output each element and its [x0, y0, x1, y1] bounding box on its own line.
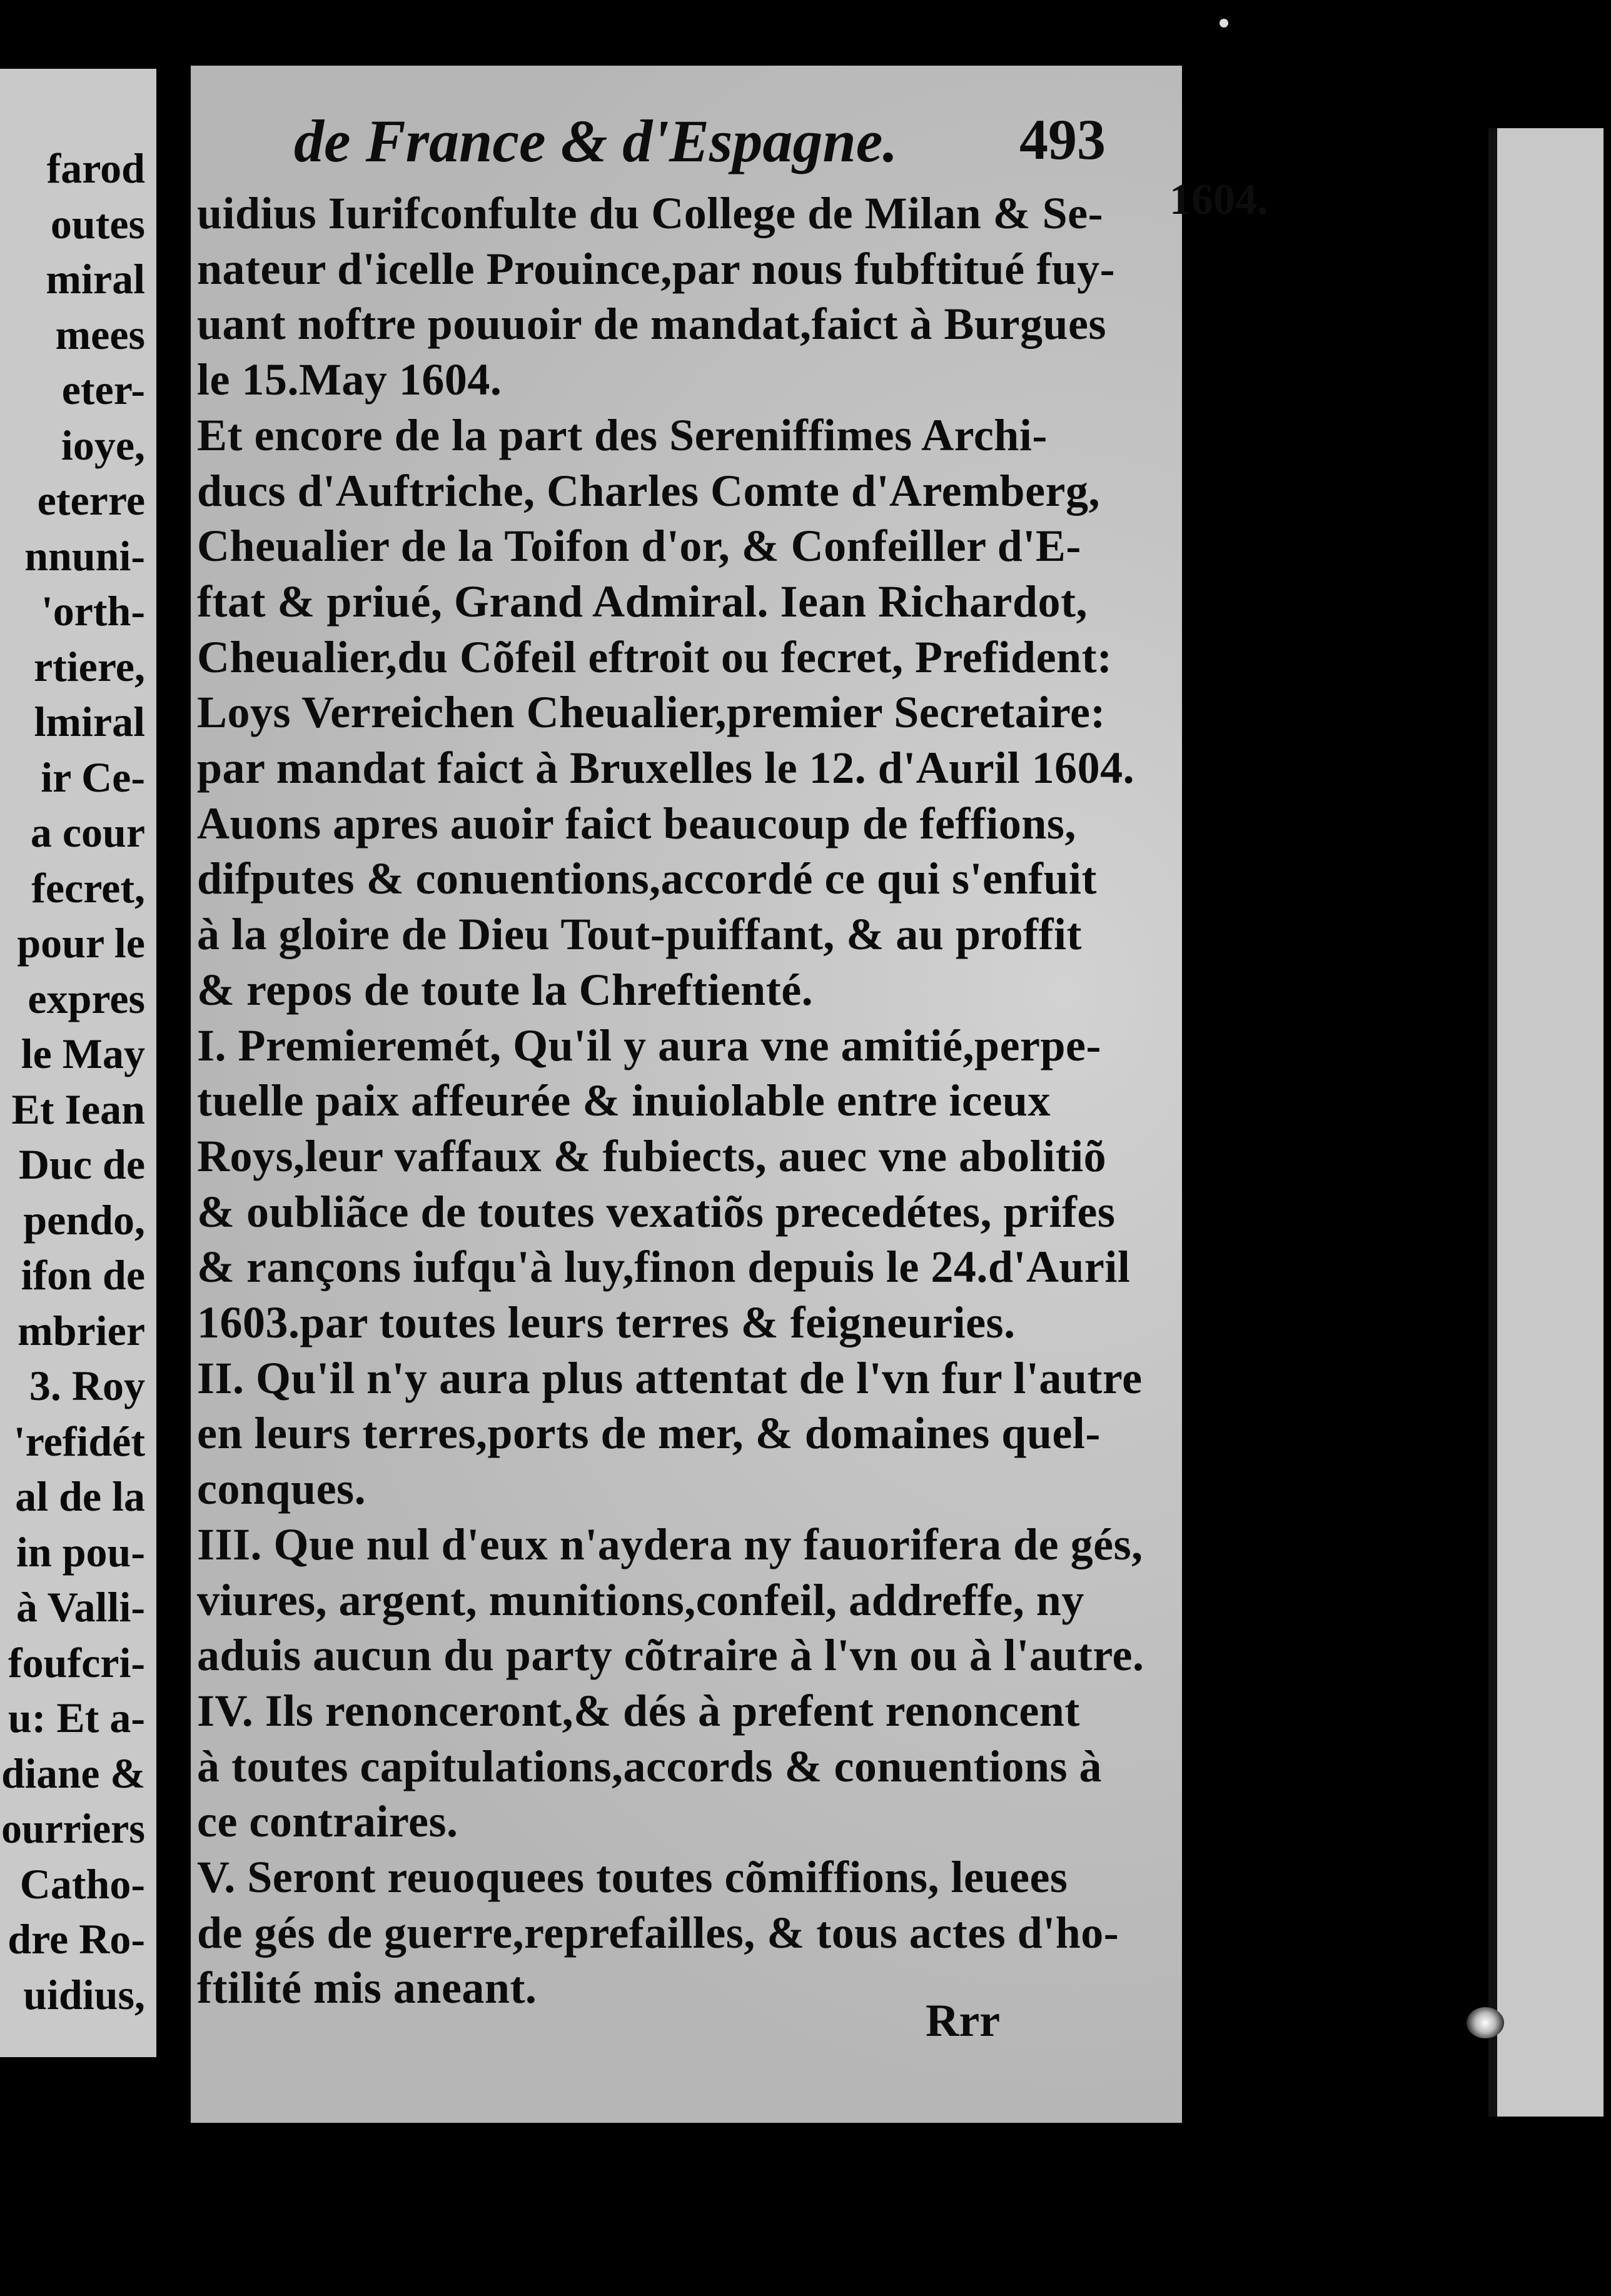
body-line: & rançons iufqu'à luy,finon depuis le 24.d'Auril: [197, 1242, 1131, 1292]
left-page-line: pour le: [17, 919, 145, 967]
signature-mark: Rrr: [926, 1995, 1001, 2047]
body-line: nateur d'icelle Prouince,par nous fubftitué fuy-: [197, 243, 1116, 294]
body-line: ce contraires.: [197, 1796, 458, 1847]
previous-page-fragment: [0, 69, 156, 2057]
left-page-line: rtiere,: [33, 642, 145, 690]
left-page-line: mbrier: [18, 1306, 145, 1354]
body-line: difputes & conuentions,accordé ce qui s'enfuit: [197, 853, 1098, 904]
body-line: II. Qu'il n'y aura plus attentat de l'vn fur l'autre: [197, 1352, 1143, 1403]
left-page-line: pendo,: [23, 1196, 145, 1244]
body-line: conques.: [197, 1464, 366, 1514]
body-line: IV. Ils renonceront,& dés à prefent renoncent: [197, 1685, 1080, 1736]
left-page-line: le May: [21, 1030, 145, 1077]
body-line: à la gloire de Dieu Tout-puiffant, & au proffit: [197, 909, 1082, 960]
left-page-line: à Valli-: [16, 1583, 145, 1631]
left-page-line: nnuni-: [24, 531, 145, 580]
body-line: & oubliãce de toutes vexatiõs precedétes, prifes: [197, 1186, 1116, 1237]
body-line: Roys,leur vaffaux & fubiects, auec vne abolitiõ: [197, 1130, 1107, 1181]
body-line: Cheualier,du Cõfeil eftroit ou fecret, Prefident:: [197, 632, 1113, 682]
left-page-line: ioye,: [61, 421, 145, 469]
left-page-line: fecret,: [31, 864, 145, 912]
body-line: ftilité mis aneant.: [197, 1963, 537, 2013]
left-page-line: ifon de: [21, 1251, 145, 1299]
left-page-line: Et Iean: [11, 1085, 145, 1133]
left-page-line: Duc de: [18, 1140, 145, 1188]
left-page-line: in pou-: [16, 1528, 145, 1576]
body-line: III. Que nul d'eux n'aydera ny fauorifera de gés,: [197, 1519, 1143, 1569]
left-page-line: dre Ro-: [8, 1915, 145, 1963]
left-page-line: 'refidét: [13, 1417, 145, 1465]
left-page-line: ir Ce-: [41, 753, 145, 801]
left-page-line: al de la: [15, 1473, 145, 1520]
body-line: Cheualier de la Toifon d'or, & Confeiller d'E-: [197, 521, 1081, 571]
body-line: de gés de guerre,reprefailles, & tous actes d'ho-: [197, 1907, 1119, 1958]
body-line: 1603.par toutes leurs terres & feigneuries.: [197, 1297, 1016, 1347]
body-line: Auons apres auoir faict beaucoup de feffions,: [197, 798, 1076, 848]
gutter-shadow: [158, 69, 183, 2057]
next-leaf-edge: [1488, 128, 1603, 2117]
left-page-line: lmiral: [34, 698, 145, 745]
left-page-line: farod: [46, 144, 145, 192]
left-page-line: foufcri-: [8, 1638, 145, 1686]
body-line: uant noftre pouuoir de mandat,faict à Burgues: [197, 299, 1106, 350]
left-page-line: a cour: [30, 808, 145, 856]
left-page-line: uidius,: [23, 1970, 145, 2018]
body-line: le 15.May 1604.: [197, 355, 502, 405]
left-page-line: diane &: [1, 1749, 145, 1797]
left-page-line: Catho-: [19, 1860, 145, 1908]
left-page-line: u: Et a-: [8, 1694, 145, 1741]
body-line: tuelle paix affeurée & inuiolable entre iceux: [197, 1075, 1051, 1126]
dust-speck: [1220, 19, 1228, 28]
body-line: ducs d'Auftriche, Charles Comte d'Aremberg,: [197, 465, 1100, 516]
body-line: aduis aucun du party cõtraire à l'vn ou à l'autre.: [197, 1630, 1144, 1681]
body-line: viures, argent, munitions,confeil, addreffe, ny: [197, 1574, 1084, 1625]
left-page-line: outes: [50, 199, 145, 248]
left-page-line: 'orth-: [41, 587, 145, 635]
page-number: 493: [1019, 108, 1106, 171]
body-line: à toutes capitulations,accords & conuentions à: [197, 1741, 1103, 1791]
body-line: I. Premieremét, Qu'il y aura vne amitié,perpe-: [197, 1020, 1101, 1070]
body-line: & repos de toute la Chreftienté.: [197, 964, 814, 1015]
ink-blot: [1467, 2007, 1504, 2038]
left-page-line: 3. Roy: [29, 1362, 145, 1409]
body-line: en leurs terres,ports de mer, & domaines quel-: [197, 1408, 1101, 1459]
left-page-line: ourriers: [1, 1805, 145, 1852]
body-line: Loys Verreichen Cheualier,premier Secretaire:: [197, 687, 1106, 738]
left-page-line: mees: [55, 310, 145, 358]
left-page-line: eterre: [37, 476, 145, 524]
running-head: de France & d'Espagne.: [294, 108, 898, 174]
body-line: uidius Iurifconfulte du College de Milan & Se-: [197, 188, 1104, 238]
left-page-line: eter-: [61, 366, 145, 413]
body-line: V. Seront reuoquees toutes cõmiffions, leuees: [197, 1852, 1068, 1902]
left-page-line: miral: [46, 255, 145, 303]
body-line: Et encore de la part des Sereniffimes Archi-: [197, 410, 1048, 460]
margin-year-note: 1604.: [1169, 176, 1268, 224]
body-line: par mandat faict à Bruxelles le 12. d'Auril 1604.: [197, 743, 1135, 793]
left-page-line: expres: [28, 974, 145, 1022]
body-line: ftat & priué, Grand Admiral. Iean Richardot,: [197, 576, 1088, 627]
